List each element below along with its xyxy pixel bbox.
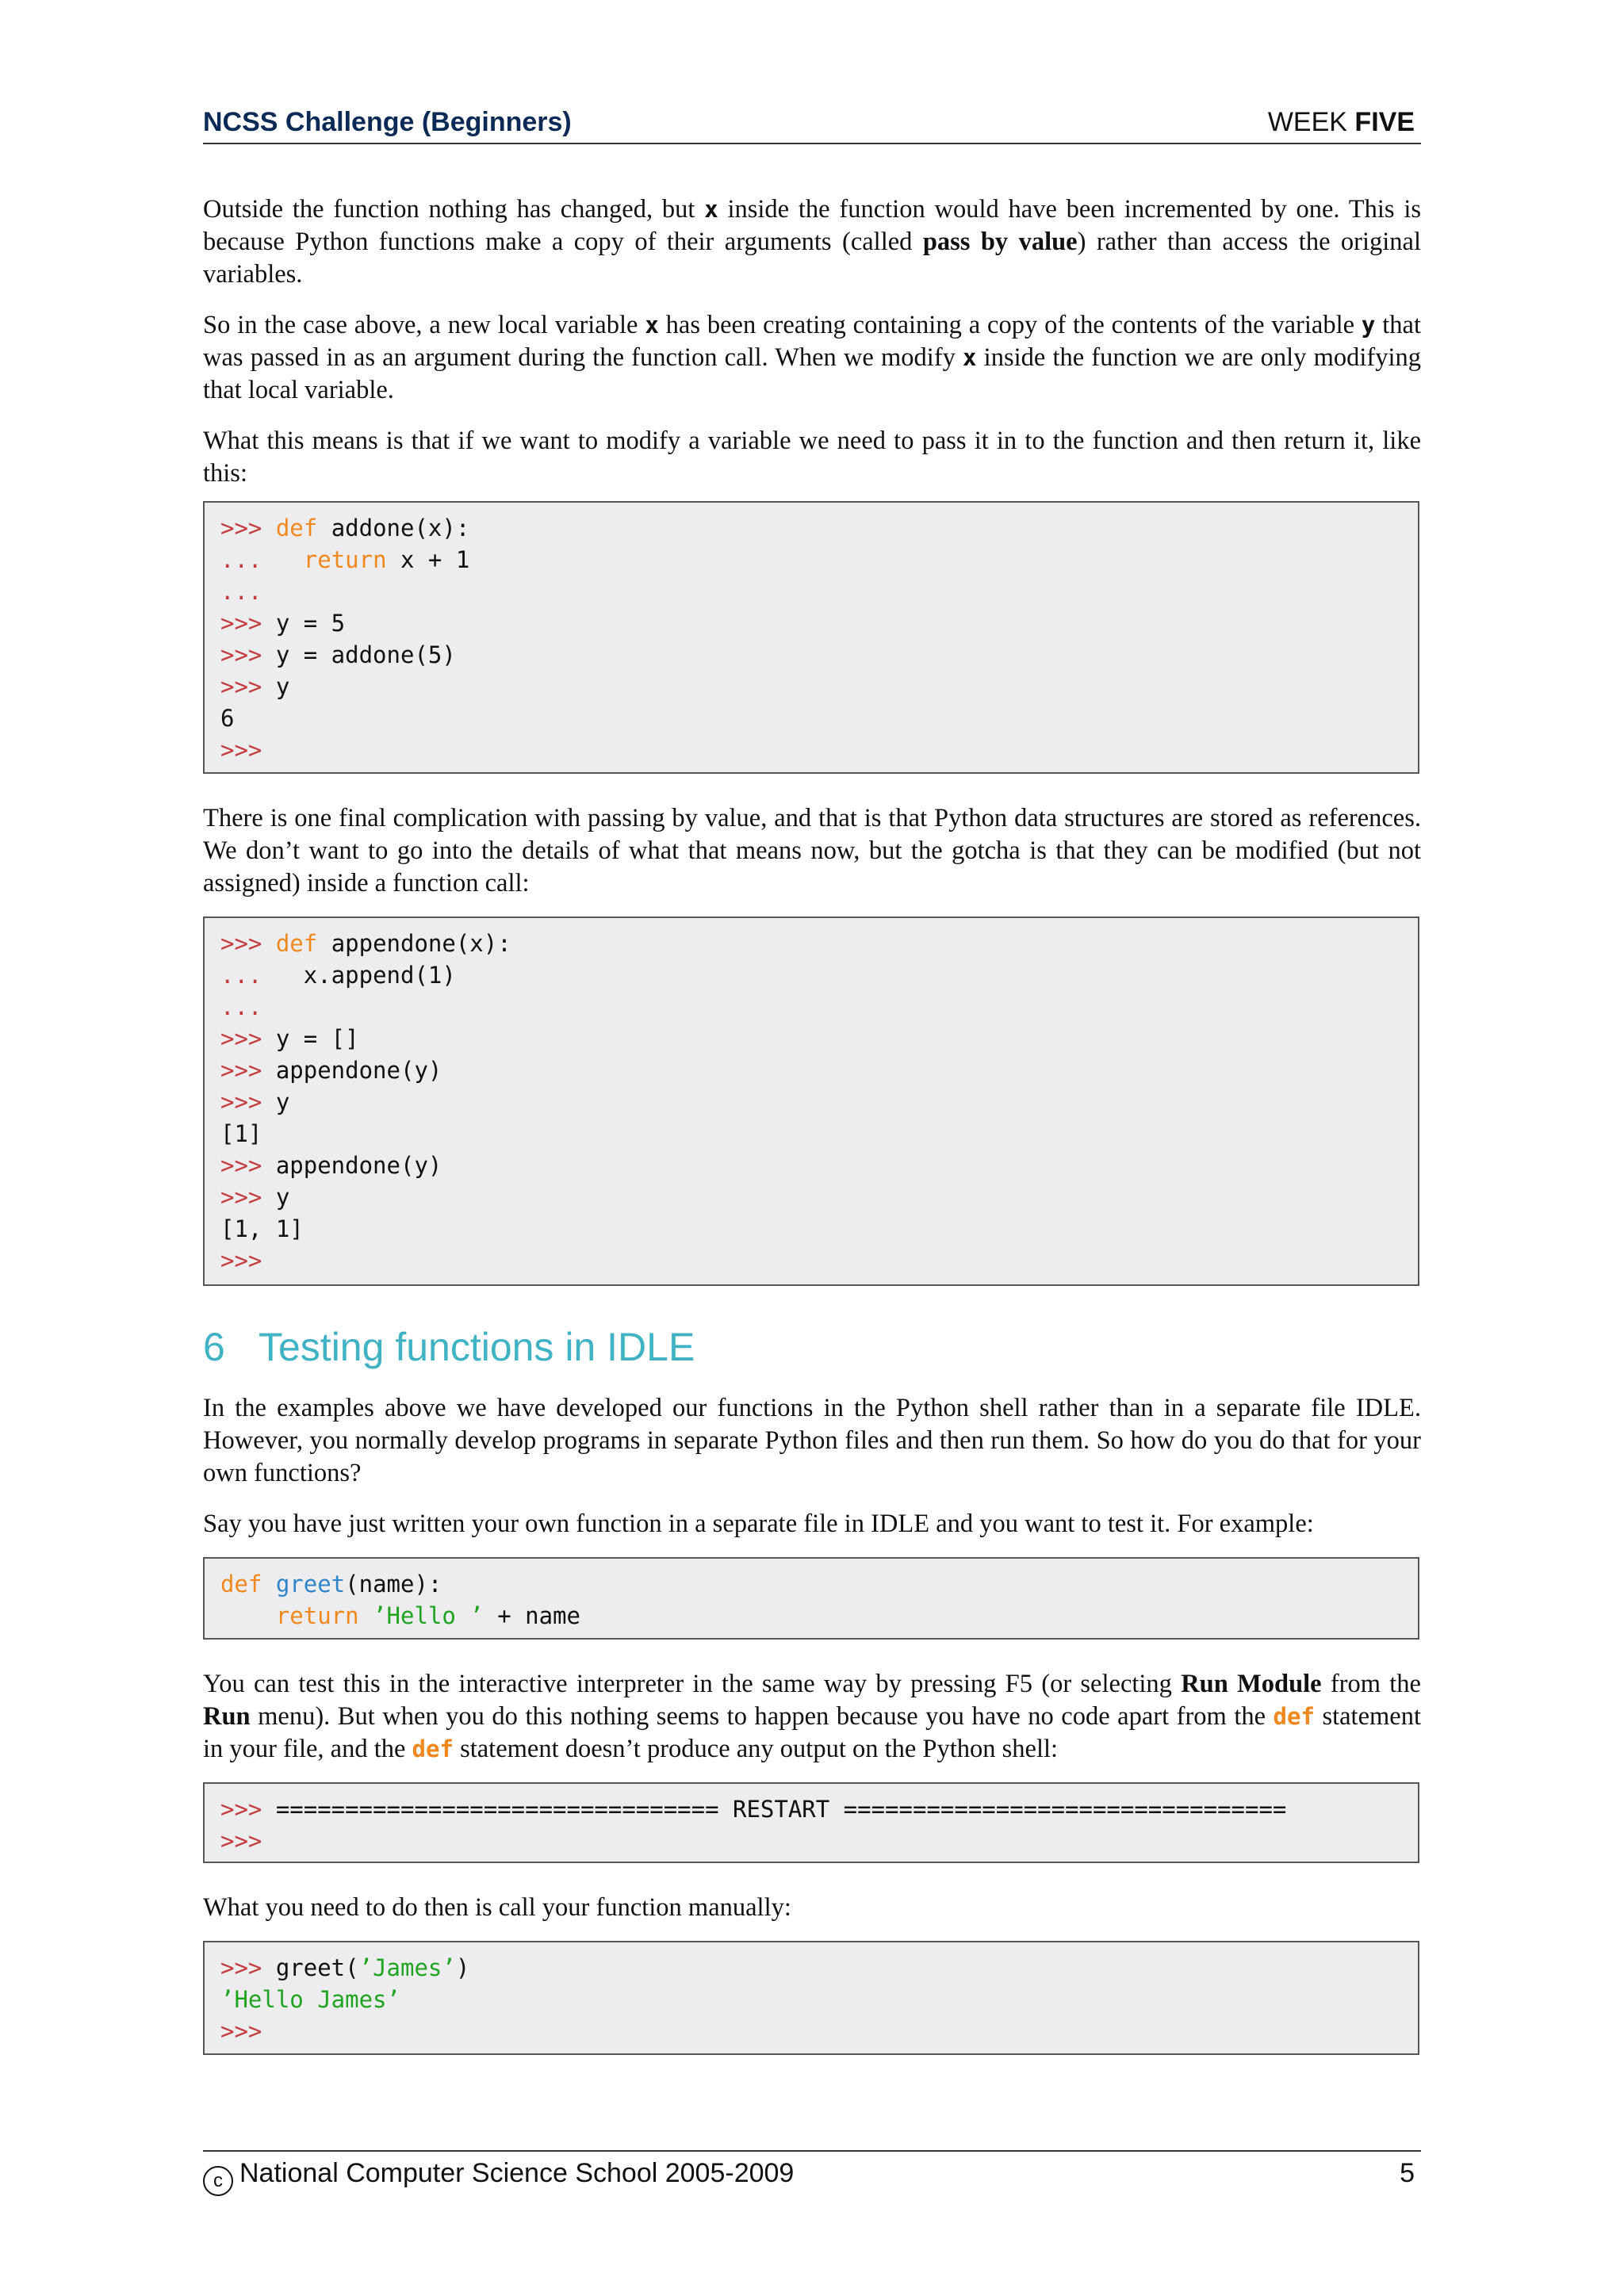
section-number: 6 [203, 1325, 225, 1369]
code-block-addone: >>> def addone(x): ... return x + 1 ... >>> y = 5 >>> y = addone(5) >>> y 6 >>> [203, 501, 1419, 774]
paragraph-pass-by-value: Outside the function nothing has changed, but x inside the function would have been incremented by one. This is because Python functions make a copy of their arguments (called pass by value) rather than access the original variables. [203, 195, 1422, 289]
code-block-restart: >>> ================================ RESTART ================================ >>> [203, 1782, 1419, 1863]
paragraph-run-module: You can test this in the interactive interpreter in the same way by pressing F5 (or selecting Run Module from the Run menu). But when you do this nothing seems to happen because you have no code apart from the def statement in your file, and the def statement doesn’t produce any output on the Python shell: [203, 1670, 1421, 1763]
paragraph-local-variable: So in the case above, a new local variable x has been creating containing a copy of the contents of the variable y that was passed in as an argument during the function call. When we modify x inside the function we are only modifying that local variable. [203, 311, 1422, 404]
paragraph-idle-intro: In the examples above we have developed our functions in the Python shell rather than in a separate file IDLE. However, you normally develop programs in separate Python files and then run them. So how do you do that for your own functions? [203, 1394, 1421, 1487]
copyright-icon: c [203, 2166, 233, 2196]
paragraph-modify-variable: What this means is that if we want to modify a variable we need to pass it in to the function and then return it, like this: [203, 427, 1421, 488]
header-week: WEEK FIVE [1267, 107, 1415, 137]
paragraph-test-example: Say you have just written your own function in a separate file in IDLE and you want to test it. For example: [203, 1510, 1314, 1538]
page-footer [203, 2150, 1421, 2196]
footer-copyright: c National Computer Science School 2005-2009 [203, 2158, 794, 2196]
header-title: NCSS Challenge (Beginners) [203, 107, 572, 137]
code-block-greet-call: >>> greet(’James’) ’Hello James’ >>> [203, 1941, 1419, 2055]
paragraph-references: There is one final complication with passing by value, and that is that Python data structures are stored as references. We don’t want to go into the details of what that means now, but the gotcha is that they can be modified (but not assigned) inside a function call: [203, 804, 1421, 897]
section-title: Testing functions in IDLE [259, 1325, 695, 1369]
page-header [203, 101, 1421, 144]
paragraph-call-manually: What you need to do then is call your function manually: [203, 1893, 791, 1922]
code-block-appendone: >>> def appendone(x): ... x.append(1) ... >>> y = [] >>> appendone(y) >>> y [1] >>> appendone(y) >>> y [1, 1] >>> [203, 916, 1419, 1286]
code-block-greet-def: def greet(name): return ’Hello ’ + name [203, 1557, 1419, 1640]
section-heading [203, 1324, 695, 1370]
page-number: 5 [1400, 2158, 1415, 2188]
